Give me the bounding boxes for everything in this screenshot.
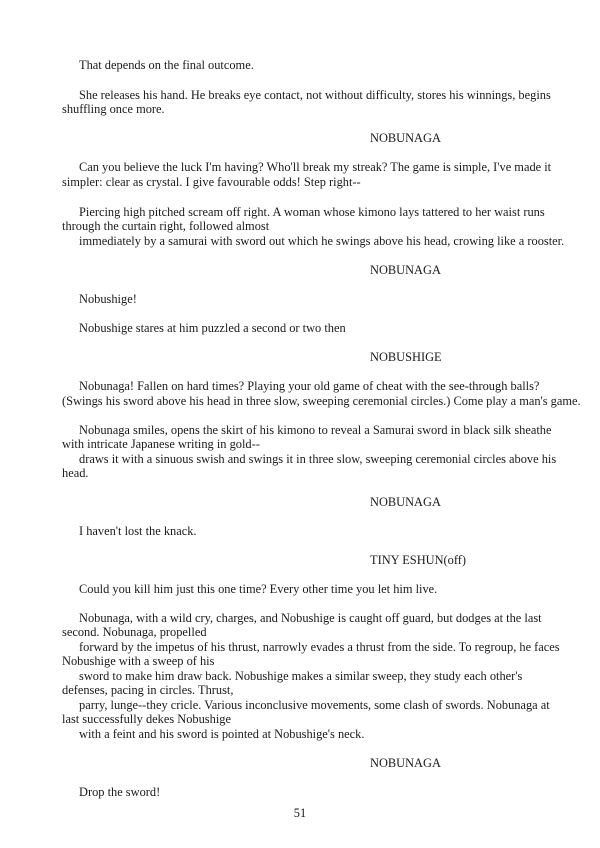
direction-line: forward by the impetus of his thrust, narrowly evades a thrust from the side. To regroup, he faces <box>79 640 560 654</box>
character-cue: NOBUNAGA <box>370 756 441 770</box>
character-cue: TINY ESHUN(off) <box>370 553 467 567</box>
direction-line: Nobunaga, with a wild cry, charges, and Nobushige is caught off guard, but dodges at the last <box>79 611 542 625</box>
dialogue-line: Nobushige! <box>79 292 137 306</box>
direction-line: parry, lunge--they cricle. Various inconclusive movements, some clash of swords. Nobunaga at <box>79 698 550 712</box>
dialogue-line: (Swings his sword above his head in three slow, sweeping ceremonial circles.) Come play a man's game. <box>62 394 581 408</box>
dialogue-line: Nobunaga! Fallen on hard times? Playing your old game of cheat with the see-through balls? <box>79 379 540 393</box>
dialogue-line: I haven't lost the knack. <box>79 524 197 538</box>
character-cue: NOBUNAGA <box>370 131 441 145</box>
dialogue-line: Could you kill him just this one time? Every other time you let him live. <box>79 582 438 596</box>
direction-line: defenses, pacing in circles. Thrust, <box>62 683 234 697</box>
character-cue: NOBUSHIGE <box>370 350 442 364</box>
dialogue-line: simpler: clear as crystal. I give favourable odds! Step right-- <box>62 175 361 189</box>
direction-line: immediately by a samurai with sword out which he swings above his head, crowing like a rooster. <box>79 234 565 248</box>
dialogue-line: Can you believe the luck I'm having? Who'll break my streak? The game is simple, I've made it <box>79 160 552 174</box>
direction-line: last successfully dekes Nobushige <box>62 712 231 726</box>
direction-line: head. <box>62 466 89 480</box>
character-cue: NOBUNAGA <box>370 495 441 509</box>
direction-line: She releases his hand. He breaks eye contact, not without difficulty, stores his winnings, begins <box>79 88 551 102</box>
direction-line: Piercing high pitched scream off right. A woman whose kimono lays tattered to her waist runs <box>79 205 545 219</box>
direction-line: Nobushige with a sweep of his <box>62 654 215 668</box>
dialogue-line: Drop the sword! <box>79 785 161 799</box>
direction-line: sword to make him draw back. Nobushige makes a similar sweep, they study each other's <box>79 669 523 683</box>
direction-line: draws it with a sinuous swish and swings it in three slow, sweeping ceremonial circles above his <box>79 452 557 466</box>
character-cue: NOBUNAGA <box>370 263 441 277</box>
page-number: 51 <box>293 806 307 820</box>
direction-line: with a feint and his sword is pointed at Nobushige's neck. <box>79 727 365 741</box>
direction-line: second. Nobunaga, propelled <box>62 625 207 639</box>
dialogue-line: That depends on the final outcome. <box>79 58 254 72</box>
direction-line: shuffling once more. <box>62 102 165 116</box>
direction-line: Nobushige stares at him puzzled a second or two then <box>79 321 346 335</box>
direction-line: through the curtain right, followed almost <box>62 219 270 233</box>
direction-line: Nobunaga smiles, opens the skirt of his kimono to reveal a Samurai sword in black silk sheathe <box>79 423 552 437</box>
direction-line: with intricate Japanese writing in gold-- <box>62 437 260 451</box>
